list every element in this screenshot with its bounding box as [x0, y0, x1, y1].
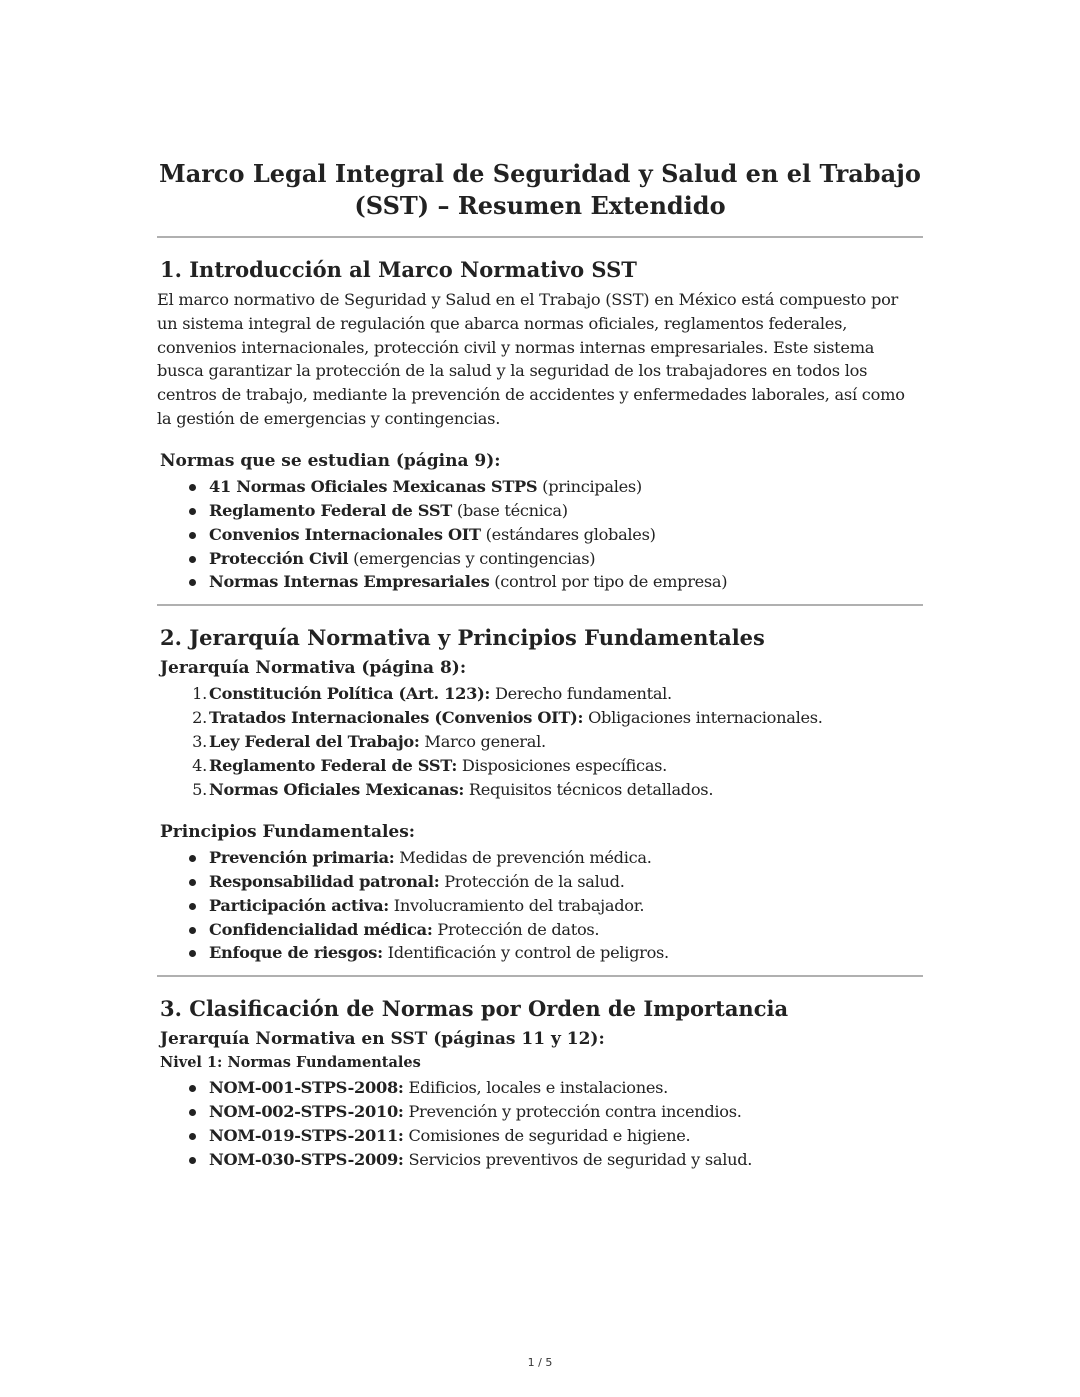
- section-2-heading: 2. Jerarquía Normativa y Principios Fundamentales: [160, 625, 765, 651]
- list-item: Responsabilidad patronal: Protección de la salud.: [157, 870, 923, 894]
- list-item: Enfoque de riesgos: Identificación y control de peligros.: [157, 941, 923, 965]
- list-item: Prevención primaria: Medidas de prevención médica.: [157, 846, 923, 870]
- section-3-heading: 3. Clasificación de Normas por Orden de Importancia: [160, 996, 789, 1022]
- jerarquia-list: [157, 682, 923, 802]
- list-item: 3. Ley Federal del Trabajo: Marco general.: [192, 732, 546, 752]
- list-item: Convenios Internacionales OIT (estándares globales): [157, 523, 923, 547]
- list-item: Participación activa: Involucramiento del trabajador.: [157, 894, 923, 918]
- document-title: Marco Legal Integral de Seguridad y Salud en el Trabajo (SST) – Resumen Extendido: [159, 159, 921, 220]
- principios-heading: Principios Fundamentales:: [160, 821, 416, 842]
- list-item: 1. Constitución Política (Art. 123): Derecho fundamental.: [192, 684, 672, 704]
- divider: [157, 236, 923, 238]
- jerarquia-sst-heading: Jerarquía Normativa en SST (páginas 11 y 12):: [160, 1029, 605, 1050]
- list-item: Protección Civil (emergencias y contingencias): [157, 547, 923, 571]
- list-item: Reglamento Federal de SST (base técnica): [157, 499, 923, 523]
- list-item: Normas Internas Empresariales (control por tipo de empresa): [157, 570, 923, 594]
- list-item: 5. Normas Oficiales Mexicanas: Requisitos técnicos detallados.: [192, 779, 714, 799]
- list-item: 4. Reglamento Federal de SST: Disposiciones específicas.: [192, 756, 668, 776]
- section-1-paragraph: El marco normativo de Seguridad y Salud en el Trabajo (SST) en México está compuesto por un sistema integral de regulación que abarca normas oficiales, reglamentos federales, convenios internacionales, protección civil y normas internas empresariales. Este sistema busca garantizar la protección de la salud y la seguridad de los trabajadores en todos los centros de trabajo, mediante la prevención de accidentes y enfermedades laborales, así como la gestión de emergencias y contingencias.: [157, 290, 905, 428]
- divider: [157, 604, 923, 606]
- divider: [157, 975, 923, 977]
- page-indicator: 1 / 5: [527, 1356, 553, 1369]
- list-item: NOM-030-STPS-2009: Servicios preventivos de seguridad y salud.: [157, 1148, 923, 1172]
- principios-list: [157, 846, 923, 966]
- nivel-1-heading: Nivel 1: Normas Fundamentales: [160, 1054, 421, 1072]
- list-item: 41 Normas Oficiales Mexicanas STPS (principales): [157, 475, 923, 499]
- normas-list: [157, 475, 923, 595]
- list-item: 2. Tratados Internacionales (Convenios OIT): Obligaciones internacionales.: [192, 708, 823, 728]
- jerarquia-heading: Jerarquía Normativa (página 8):: [160, 658, 467, 679]
- list-item: NOM-002-STPS-2010: Prevención y protección contra incendios.: [157, 1100, 923, 1124]
- document-page: [157, 158, 923, 1172]
- normas-heading: Normas que se estudian (página 9):: [160, 450, 501, 471]
- nivel-1-list: [157, 1076, 923, 1172]
- list-item: Confidencialidad médica: Protección de datos.: [157, 918, 923, 942]
- section-1-heading: 1. Introducción al Marco Normativo SST: [160, 257, 637, 282]
- list-item: NOM-001-STPS-2008: Edificios, locales e instalaciones.: [157, 1076, 923, 1100]
- list-item: NOM-019-STPS-2011: Comisiones de seguridad e higiene.: [157, 1124, 923, 1148]
